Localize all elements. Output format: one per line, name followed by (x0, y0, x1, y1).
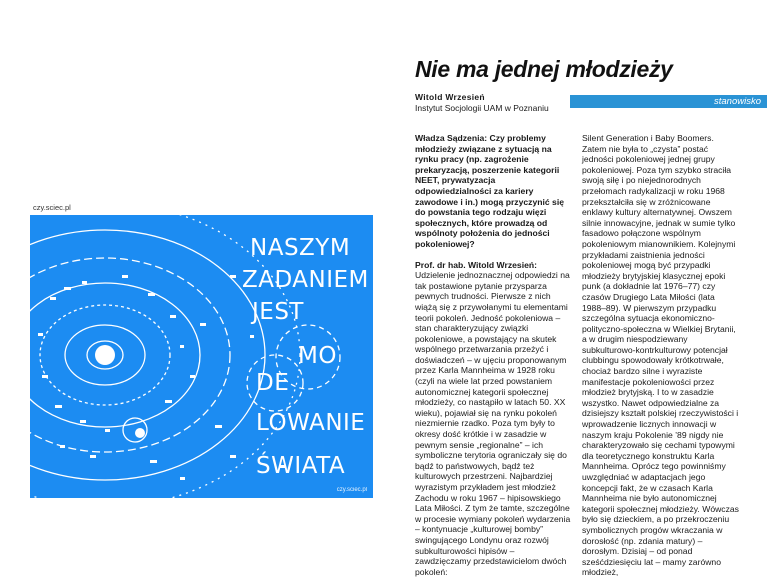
answer-text: Udzielenie jednoznacznej odpowiedzi na tak postawione pytanie przysparza pewnych trudności. Pierwsze z nich wiążą się z przywołanymi tu elementami teorii pokoleń. Jedność pokoleniowa – stan charakteryzujący związki pokoleniowe, a powstający na skutek wspólnego przetwarzania przeżyć i doświadczeń – w ujęciu proponowanym przez Karla Mannheima w 1928 roku (czyli na wiele lat przed powstaniem autonomicznej kategorii społecznej młodzieży, co nastąpiło w latach 50. XX wieku), pojawiał się na rynku pokoleń niezmiernie rzadko. Poza tym były to okresy dość krótkie i w zasadzie w pewnym sensie „regionalne” – ich symboliczne terytoria ograniczały się do bądź to państwowych, bądź też kulturowych przestrzeni. Najbardziej wyrazistym przykładem jest młodzież Zachodu w roku 1967 – hipisowskiego Lata Miłości. Z tym że tamte, szczególne w procesie wymiany pokoleń wydarzenia – kontynuacje „kulturowej bomby” swingującego Londynu oraz rozwój subkulturowości hipisów – zawdzięczamy przedstawicielom dwóch pokoleń: (415, 270, 571, 577)
poster-word-3: JEST (252, 299, 304, 325)
section-label: stanowisko (570, 95, 767, 108)
planet-small (135, 428, 145, 438)
column-2-text: Silent Generation i Baby Boomers. Zatem nie była to „czysta” postać jedności pokoleniowej jednej grupy pokoleniowej. Poza tym szybko straciła swoją siłę i po niejednorodnych przełomach radykalizacji w roku 1968 przekształciła się w zróżnicowane enklawy kultury alternatywnej. Owszem silnie innowacyjne, jednak w sumie tylko fasadowo połączone wspólnym pokoleniowym mianownikiem. Kolejnymi przykładami zaistnienia jedności pokoleniowej mogą być przypadki młodzieży brytyjskiej klasycznej epoki punk (a dokładnie lat 1976–77) czy czasów Drugiego Lata Miłości (lata 1988–89). W pierwszym przypadku szczególna sytuacja ekonomiczno-polityczno-społeczna w Wielkiej Brytanii, a w drugim niespodziewany subkulturowo-kontrkulturowy potencjał clubbingu spowodowały krótkotrwałe, chociaż bardzo silne i wyraziste manifestacje pokoleniowości przez młodzież brytyjską. I to w zasadzie wszystko. Nawet odpowiedzialne za dzisiejszy kształt polskiej rzeczywistości i wprowadzenie licznych innowacji w naszym kraju Pokolenie ’89 nigdy nie charakteryzowało się cechami typowymi dla teoretycznego konstruktu Karla Mannheima. Oprócz tego powinniśmy uwzględniać w adaptacjach jego koncepcji fakt, że w czasach Karla Mannheima nie było autonomicznej kategorii społecznej młodzieży. Wówczas było się dzieckiem, a po przekroczeniu symbolicznych progów wkraczania w dorosłość (np. zdania matury) – dorosłym. Dzisiaj – od ponad sześćdziesięciu lat – mamy zarówno młodzież, (582, 133, 739, 578)
article-title: Nie ma jednej młodzieży (415, 56, 673, 82)
author-block (415, 92, 549, 113)
poster-word-5: DE (256, 370, 290, 396)
interview-answer (415, 260, 571, 578)
author-affiliation: Instytut Socjologii UAM w Poznaniu (415, 102, 549, 113)
interview-question: Władza Sądzenia: Czy problemy młodzieży związane z sytuacją na rynku pracy (np. zagrożenie prekaryzacją, poszerzenie kategorii NEET, prywatyzacja odpowiedzialności za kariery zawodowe i in.) mogą przyczynić się do powstania tego rodzaju więzi społecznych, które prowadzą od wspólnoty położenia do jedności pokoleniowej? (415, 133, 564, 249)
author-name: Witold Wrzesień (415, 92, 485, 102)
text-column-2 (582, 133, 739, 588)
poster-word-1: NASZYM (250, 235, 351, 261)
text-column-1 (415, 133, 571, 587)
poster-credit: czy.sciec.pl (336, 487, 367, 493)
poster-figure (30, 215, 373, 498)
poster-word-4: MO (298, 343, 337, 369)
poster-word-2: ZADANIEM (242, 267, 369, 293)
planet-center (95, 345, 115, 365)
figure-source-label: czy.sciec.pl (33, 203, 71, 212)
poster-word-6: LOWANIE (256, 410, 366, 436)
poster-word-7: ŚWIATA (256, 453, 346, 479)
answer-speaker: Prof. dr hab. Witold Wrzesień: (415, 259, 537, 270)
